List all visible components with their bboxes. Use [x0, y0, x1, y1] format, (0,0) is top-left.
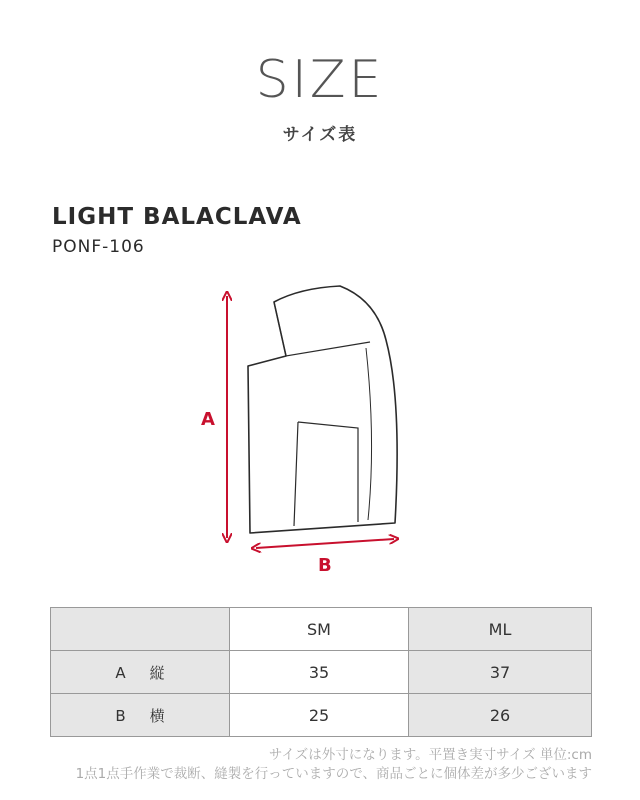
- size-table: [50, 607, 592, 737]
- table-header-row: [51, 608, 592, 651]
- table-cell: 26: [409, 694, 592, 737]
- row-heading-a: [51, 651, 230, 694]
- table-row: [51, 694, 592, 737]
- row-code: B: [115, 706, 126, 725]
- size-note: サイズは外寸になります。平置き実寸サイズ 単位:cm: [268, 747, 592, 763]
- table-row: [51, 651, 592, 694]
- dimension-a-label: A: [201, 409, 215, 430]
- handmade-note: 1点1点手作業で裁断、縫製を行っていますので、商品ごとに個体差が多少ございます: [75, 766, 592, 782]
- balaclava-diagram: [190, 280, 430, 580]
- table-cell: 37: [409, 651, 592, 694]
- row-label: 縦: [149, 663, 165, 682]
- product-name: LIGHT BALACLAVA: [52, 204, 302, 230]
- row-label: 横: [149, 706, 165, 725]
- page-subtitle: サイズ表: [282, 125, 358, 145]
- row-heading-b: [51, 694, 230, 737]
- table-cell: 35: [230, 651, 409, 694]
- row-code: A: [115, 663, 126, 682]
- dimension-b-label: B: [318, 555, 332, 576]
- product-code: PONF-106: [52, 237, 145, 257]
- dimension-b-arrow: [256, 539, 394, 548]
- balaclava-outline: [248, 286, 397, 533]
- table-header-sm: SM: [230, 608, 409, 651]
- table-header-ml: ML: [409, 608, 592, 651]
- table-header-blank: [51, 608, 230, 651]
- table-cell: 25: [230, 694, 409, 737]
- page-title: SIZE: [255, 50, 385, 110]
